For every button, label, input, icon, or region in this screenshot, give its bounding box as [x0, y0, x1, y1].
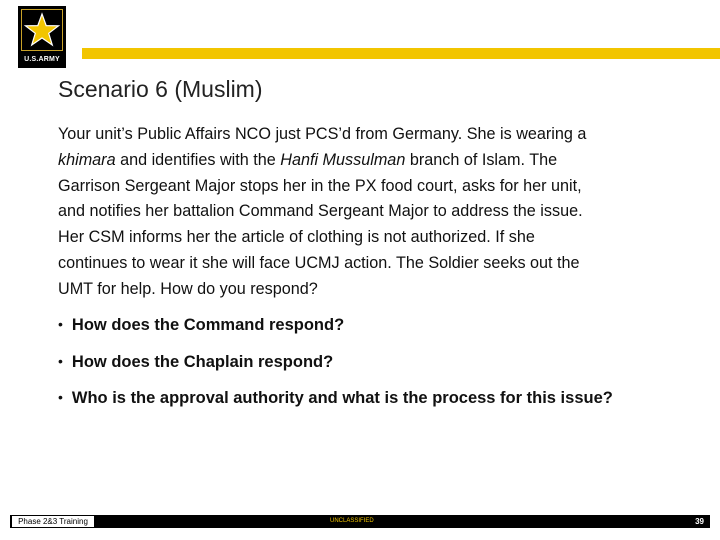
logo-text: U.S.ARMY — [24, 56, 60, 63]
scenario-line: UMT for help. How do you respond? — [58, 279, 318, 298]
header-accent-bar — [82, 48, 720, 59]
bullet-icon: • — [58, 389, 63, 405]
scenario-line: Her CSM informs her the article of clothing is not authorized. If she — [58, 228, 535, 247]
list-item: • How does the Command respond? — [58, 316, 345, 334]
scenario-line: Your unit’s Public Affairs NCO just PCS’d from Germany. She is wearing a — [58, 125, 587, 143]
bullet-icon: • — [58, 316, 63, 332]
star-emblem — [21, 9, 63, 51]
list-item: • How does the Chaplain respond? — [58, 352, 334, 371]
hanfi-mussulman-term: Hanfi Mussulman — [280, 150, 406, 169]
question-list — [58, 316, 708, 426]
slide-title: Scenario 6 (Muslim) — [58, 76, 263, 102]
scenario-line: khimara and identifies with the Hanfi Mussulman branch of Islam. The — [58, 150, 558, 169]
star-icon — [22, 10, 62, 50]
footer-label: Phase 2&3 Training — [12, 516, 94, 527]
list-item: • Who is the approval authority and what is the process for this issue? — [58, 389, 613, 407]
scenario-line: and notifies her battalion Command Sergeant Major to address the issue. — [58, 202, 583, 221]
classification-label: UNCLASSIFIED — [330, 518, 374, 524]
bullet-icon: • — [58, 352, 63, 369]
footer-bar — [10, 515, 710, 528]
scenario-line: Garrison Sergeant Major stops her in the PX food court, asks for her unit, — [58, 176, 582, 195]
page-number: 39 — [695, 517, 704, 526]
scenario-text — [58, 122, 698, 303]
khimara-term: khimara — [58, 150, 116, 169]
army-logo — [18, 6, 66, 68]
scenario-line: continues to wear it she will face UCMJ action. The Soldier seeks out the — [58, 253, 580, 272]
